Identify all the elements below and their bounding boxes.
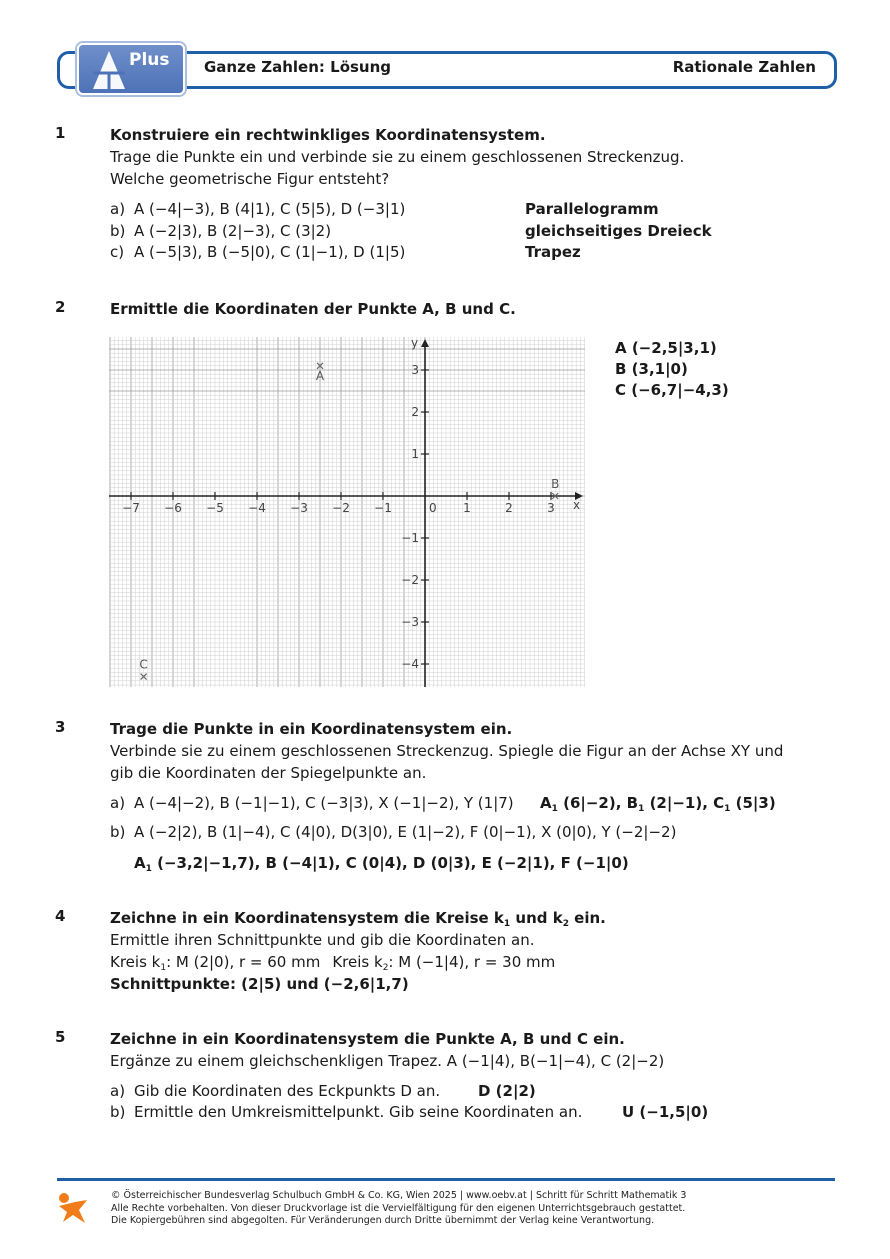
- task-3b-label: b): [110, 823, 126, 841]
- task-4-circles: Kreis $k_1$: M (2|0), r = 60 mm Kreis $k_2$: M (−1|4), r = 30 mm: [110, 953, 556, 973]
- y-axis-arrow: [421, 339, 429, 347]
- publisher-logo-icon: [55, 1190, 91, 1226]
- task-4-line2: Ermittle ihren Schnittpunkte und gib die Koordinaten an.: [110, 931, 535, 949]
- x-tick-label: 0: [429, 501, 437, 515]
- task-3-number: 3: [55, 718, 66, 736]
- x-tick-label: −5: [206, 501, 224, 515]
- task-3b-text: A (−2|2), B (1|−4), C (4|0), D(3|0), E (1|−2), F (0|−1), X (0|0), Y (−2|−2): [134, 823, 677, 841]
- task-4-answer: Schnittpunkte: (2|5) und (−2,6|1,7): [110, 975, 409, 993]
- footer-divider: [57, 1178, 835, 1181]
- task-5b-label: b): [110, 1103, 126, 1121]
- task-5b-text: Ermittle den Umkreismittelpunkt. Gib seine Koordinaten an.: [134, 1103, 583, 1121]
- task-2-heading: Ermittle die Koordinaten der Punkte A, B und C.: [110, 300, 516, 318]
- y-tick-label: −1: [401, 531, 419, 545]
- footer-copyright: © Österreichischer Bundesverlag Schulbuch GmbH & Co. KG, Wien 2025 | www.oebv.at | Schritt für Schritt Mathematik 3 Alle Rechte vorbehalten. Von dieser Druckvorlage ist die Vervielfältigung für den eigenen Unterrichtsgebrauch gestattet. Die Kopiergebühren sind abgegolten. Für Veränderungen durch Dritte übernimmt der Verlag keine Verantwortung.: [111, 1190, 687, 1226]
- x-tick-label: −2: [332, 501, 350, 515]
- task-5a-text: Gib die Koordinaten des Eckpunkts D an.: [134, 1082, 441, 1100]
- y-axis-label: y: [411, 337, 419, 350]
- task-1a-answer: Parallelogramm: [525, 200, 659, 218]
- y-tick-label: −2: [401, 573, 419, 587]
- task-1-number: 1: [55, 124, 66, 142]
- task-1c-answer: Trapez: [525, 243, 581, 261]
- task-1b-answer: gleichseitiges Dreieck: [525, 222, 712, 240]
- task-3a-answer: $A_1$ (6|−2), $B_1$ (2|−1), $C_1$ (5|3): [540, 794, 776, 814]
- task-4-number: 4: [55, 907, 66, 925]
- task-5-line2: Ergänze zu einem gleichschenkligen Trapez. A (−1|4), B(−1|−4), C (2|−2): [110, 1052, 665, 1070]
- x-axis-label: x: [573, 498, 581, 512]
- task-1-heading: Konstruiere ein rechtwinkliges Koordinatensystem.: [110, 126, 546, 144]
- x-tick-label: −1: [374, 501, 392, 515]
- task-3-line3: gib die Koordinaten der Spiegelpunkte an.: [110, 764, 427, 782]
- task-2-answer-a: A (−2,5|3,1): [615, 339, 717, 357]
- task-1c-label: c): [110, 243, 125, 261]
- task-5-number: 5: [55, 1028, 66, 1046]
- task-3-heading: Trage die Punkte in ein Koordinatensystem ein.: [110, 720, 513, 738]
- task-3b-answer: $A_1$ (−3,2|−1,7), B (−4|1), C (0|4), D (0|3), E (−2|1), F (−1|0): [134, 854, 629, 874]
- y-tick-label: 2: [411, 405, 419, 419]
- task-1a-label: a): [110, 200, 126, 218]
- page-category: Rationale Zahlen: [672, 58, 816, 76]
- task-3a-label: a): [110, 794, 126, 812]
- task-4-heading: Zeichne in ein Koordinatensystem die Kreise $k_1$ und $k_2$ ein.: [110, 909, 606, 929]
- task-3-line2: Verbinde sie zu einem geschlossenen Streckenzug. Spiegle die Figur an der Achse XY und: [110, 742, 784, 760]
- task-2-number: 2: [55, 298, 66, 316]
- x-tick-label: −4: [248, 501, 266, 515]
- task-1c-text: A (−5|3), B (−5|0), C (1|−1), D (1|5): [134, 243, 406, 261]
- y-tick-label: 1: [411, 447, 419, 461]
- point-b-label: B: [551, 477, 560, 491]
- task-2-answer-c: C (−6,7|−4,3): [615, 381, 729, 399]
- logo-text: Plus: [129, 50, 170, 70]
- task-1a-text: A (−4|−3), B (4|1), C (5|5), D (−3|1): [134, 200, 406, 218]
- task-5b-answer: U (−1,5|0): [622, 1103, 709, 1121]
- task-1-line3: Welche geometrische Figur entsteht?: [110, 170, 390, 188]
- task-1b-label: b): [110, 222, 126, 240]
- task-1b-text: A (−2|3), B (2|−3), C (3|2): [134, 222, 332, 240]
- x-tick-label: 3: [547, 501, 555, 515]
- x-tick-label: −6: [164, 501, 182, 515]
- page-title: Ganze Zahlen: Lösung: [204, 58, 392, 76]
- task-5a-answer: D (2|2): [478, 1082, 536, 1100]
- coordinate-system: [109, 337, 585, 687]
- x-tick-label: −3: [290, 501, 308, 515]
- y-tick-label: −3: [401, 615, 419, 629]
- task-1-line2: Trage die Punkte ein und verbinde sie zu einem geschlossenen Streckenzug.: [110, 148, 685, 166]
- point-a-label: A: [315, 368, 325, 383]
- y-tick-label: −4: [401, 657, 419, 671]
- x-tick-label: 2: [505, 501, 513, 515]
- x-tick-label: 1: [463, 501, 471, 515]
- y-tick-label: 3: [411, 363, 419, 377]
- task-3a-text: A (−4|−2), B (−1|−1), C (−3|3), X (−1|−2), Y (1|7): [134, 794, 514, 812]
- x-tick-label: −7: [122, 501, 140, 515]
- task-2-answer-b: B (3,1|0): [615, 360, 688, 378]
- task-5-heading: Zeichne in ein Koordinatensystem die Punkte A, B und C ein.: [110, 1030, 625, 1048]
- task-5a-label: a): [110, 1082, 126, 1100]
- point-c-label: C: [139, 657, 148, 672]
